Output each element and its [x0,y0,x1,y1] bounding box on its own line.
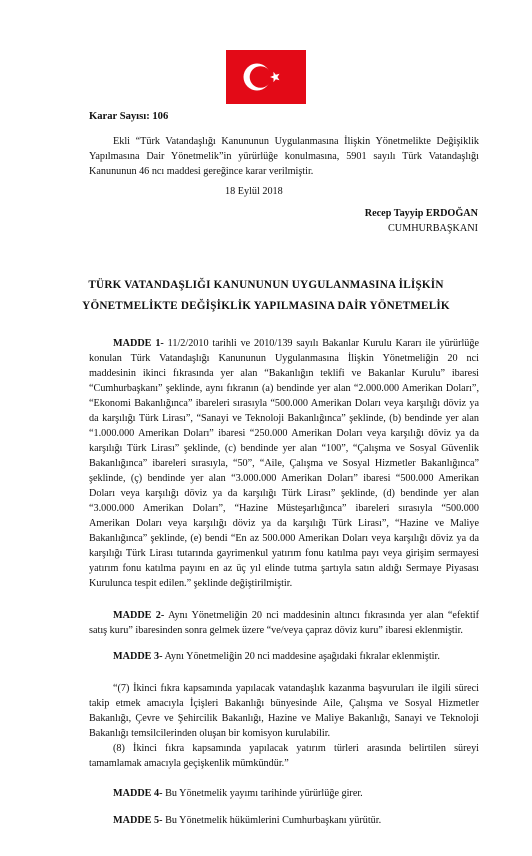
decision-number: Karar Sayısı: 106 [89,111,169,122]
article-1-line: karşılığı Türk Lirası tutarında gayrimenkul yatırım fonu katılma payı veya girişim sermayesi [89,548,479,559]
paragraph-8-last-line: tamamlamak amacıyla geçişkenlik mümkündür.” [89,758,289,769]
article-5-label: MADDE 5- [113,815,163,826]
paragraph-7-line: takip etmek amacıyla İçişleri Bakanlığı bünyesinde Aile, Çalışma ve Sosyal Hizmetler [89,698,479,709]
intro-line-1: Ekli “Türk Vatandaşlığı Kanununun Uygulanmasına İlişkin Yönetmelikte Değişiklik [113,136,479,147]
article-1-line: “1.000.000 Amerikan Doları” ibaresi “250.000 Amerikan Doları veya karşılığı döviz ya da [89,428,479,439]
article-4-label: MADDE 4- [113,788,163,799]
article-1-first-line [113,337,479,351]
decision-date: 18 Eylül 2018 [225,186,283,197]
article-1-line: şeklinde, (ç) bendinde yer alan “3.000.000 Amerikan Doları” ibaresi “500.000 Amerikan [89,473,479,484]
signatory-name: Recep Tayyip ERDOĞAN [364,208,478,219]
article-4-text: Bu Yönetmelik yayımı tarihinde yürürlüğe girer. [162,788,363,799]
paragraph-8-first-line: (8) İkinci fıkra kapsamında yapılacak yatırım türleri arasında belirtilen süreyi [113,743,479,754]
article-2-label: MADDE 2- [113,610,165,621]
intro-line-3: Kanununun 46 ncı maddesi gereğince karar verilmiştir. [89,166,314,177]
regulation-title-line-1: TÜRK VATANDAŞLIĞI KANUNUNUN UYGULANMASINA İLİŞKİN [88,279,444,291]
paragraph-7-first-line: “(7) İkinci fıkra kapsamında yapılacak vatandaşlık kazanma başvuruları ile ilgili süreci [113,683,479,694]
article-1-line: maddesinin ikinci fıkrasında yer alan “Bakanlığın teklifi ve Bakanlar Kurulu” ibaresi [89,368,479,379]
article-5-text: Bu Yönetmelik hükümlerini Cumhurbaşkanı yürütür. [162,815,382,826]
article-2-last-line: satış kuru” ibaresinden sonra gelmek üzere “ve/veya çapraz döviz kuru” ibaresi eklenmiştir. [89,625,463,636]
article-3-label: MADDE 3- [113,651,163,662]
article-1-line: Bakanlığınca” ibareleri sırasıyla, “50”, “Aile, Çalışma ve Sosyal Hizmetler Bakanlığınca” [89,458,479,469]
article-2-first-line [113,609,479,623]
paragraph-7-last-line: Bakanlığı temsilcilerinden oluşan bir komisyon kurulabilir. [89,728,331,739]
intro-line-2: Yapılmasına Dair Yönetmelik”in yürürlüğe konulmasına, 5901 sayılı Türk Vatandaşlığı [89,151,479,162]
paragraph-7-line: Bakanlığı, Çevre ve Şehircilik Bakanlığı, Hazine ve Maliye Bakanlığı, Sanayi ve Teknoloji [89,713,479,724]
article-1-line: yatırım fonu katılma payını en az üç yıl elinde tutma şartıyla satın aldığı Sermaye Piyasası [89,563,479,574]
article-5 [113,814,381,828]
article-1-line: “3.000.000 Amerikan Doları”, “Hazine Müsteşarlığınca” ibareleri sırasıyla “500.000 [89,503,479,514]
article-1-first-text: 11/2/2010 tarihli ve 2010/139 sayılı Bakanlar Kurulu Kararı ile yürürlüğe [163,338,479,349]
article-1-line: Bakanlığınca” şeklinde, (e) bendi “En az 500.000 Amerikan Doları veya karşılığı döviz ya da [89,533,479,544]
article-1-line: da karşılığı Türk Lirası”, “Sanayi ve Teknoloji Bakanlığınca” şeklinde, (b) bendinde yer alan [89,413,479,424]
signatory-title: CUMHURBAŞKANI [387,223,478,234]
article-1-line: konulan Türk Vatandaşlığı Kanununun Uygulanmasına İlişkin Yönetmeliğin 20 nci [89,353,479,364]
article-1-line: karşılığı Türk Lirası” şeklinde, (c) bendinde yer alan “100”, “Çalışma ve Sosyal Güvenlik [89,443,479,454]
article-4 [113,787,363,801]
article-1-last-line: Kurulunca tespit edilen.” şeklinde değiştirilmiştir. [89,578,293,589]
article-1-line: “Ekonomi Bakanlığınca” ibareleri sırasıyla “500.000 Amerikan Doları veya karşılığı döviz ya [89,398,479,409]
flag-crescent-star-icon [226,50,306,104]
article-1-line: Doları veya karşılığı döviz ya da karşılığı Türk Lirası” şeklinde, (d) bendinde yer alan [89,488,479,499]
article-2-first-text: Aynı Yönetmeliğin 20 nci maddesinin altıncı fıkrasında yer alan “efektif [164,610,480,621]
article-1-line: “Cumhurbaşkanı” şeklinde, aynı fıkranın (a) bendinde yer alan “2.000.000 Amerikan Doları”, [89,383,479,394]
regulation-title-line-2: YÖNETMELİKTE DEĞİŞİKLİK YAPILMASINA DAİR YÖNETMELİK [82,300,450,312]
article-3 [113,650,440,664]
article-3-text: Aynı Yönetmeliğin 20 nci maddesine aşağıdaki fıkralar eklenmiştir. [162,651,440,662]
article-1-line: Amerikan Doları veya karşılığı döviz ya da karşılığı Türk Lirası”, “Hazine ve Maliye [89,518,479,529]
turkish-flag [226,50,306,104]
article-1-label: MADDE 1- [113,338,164,349]
